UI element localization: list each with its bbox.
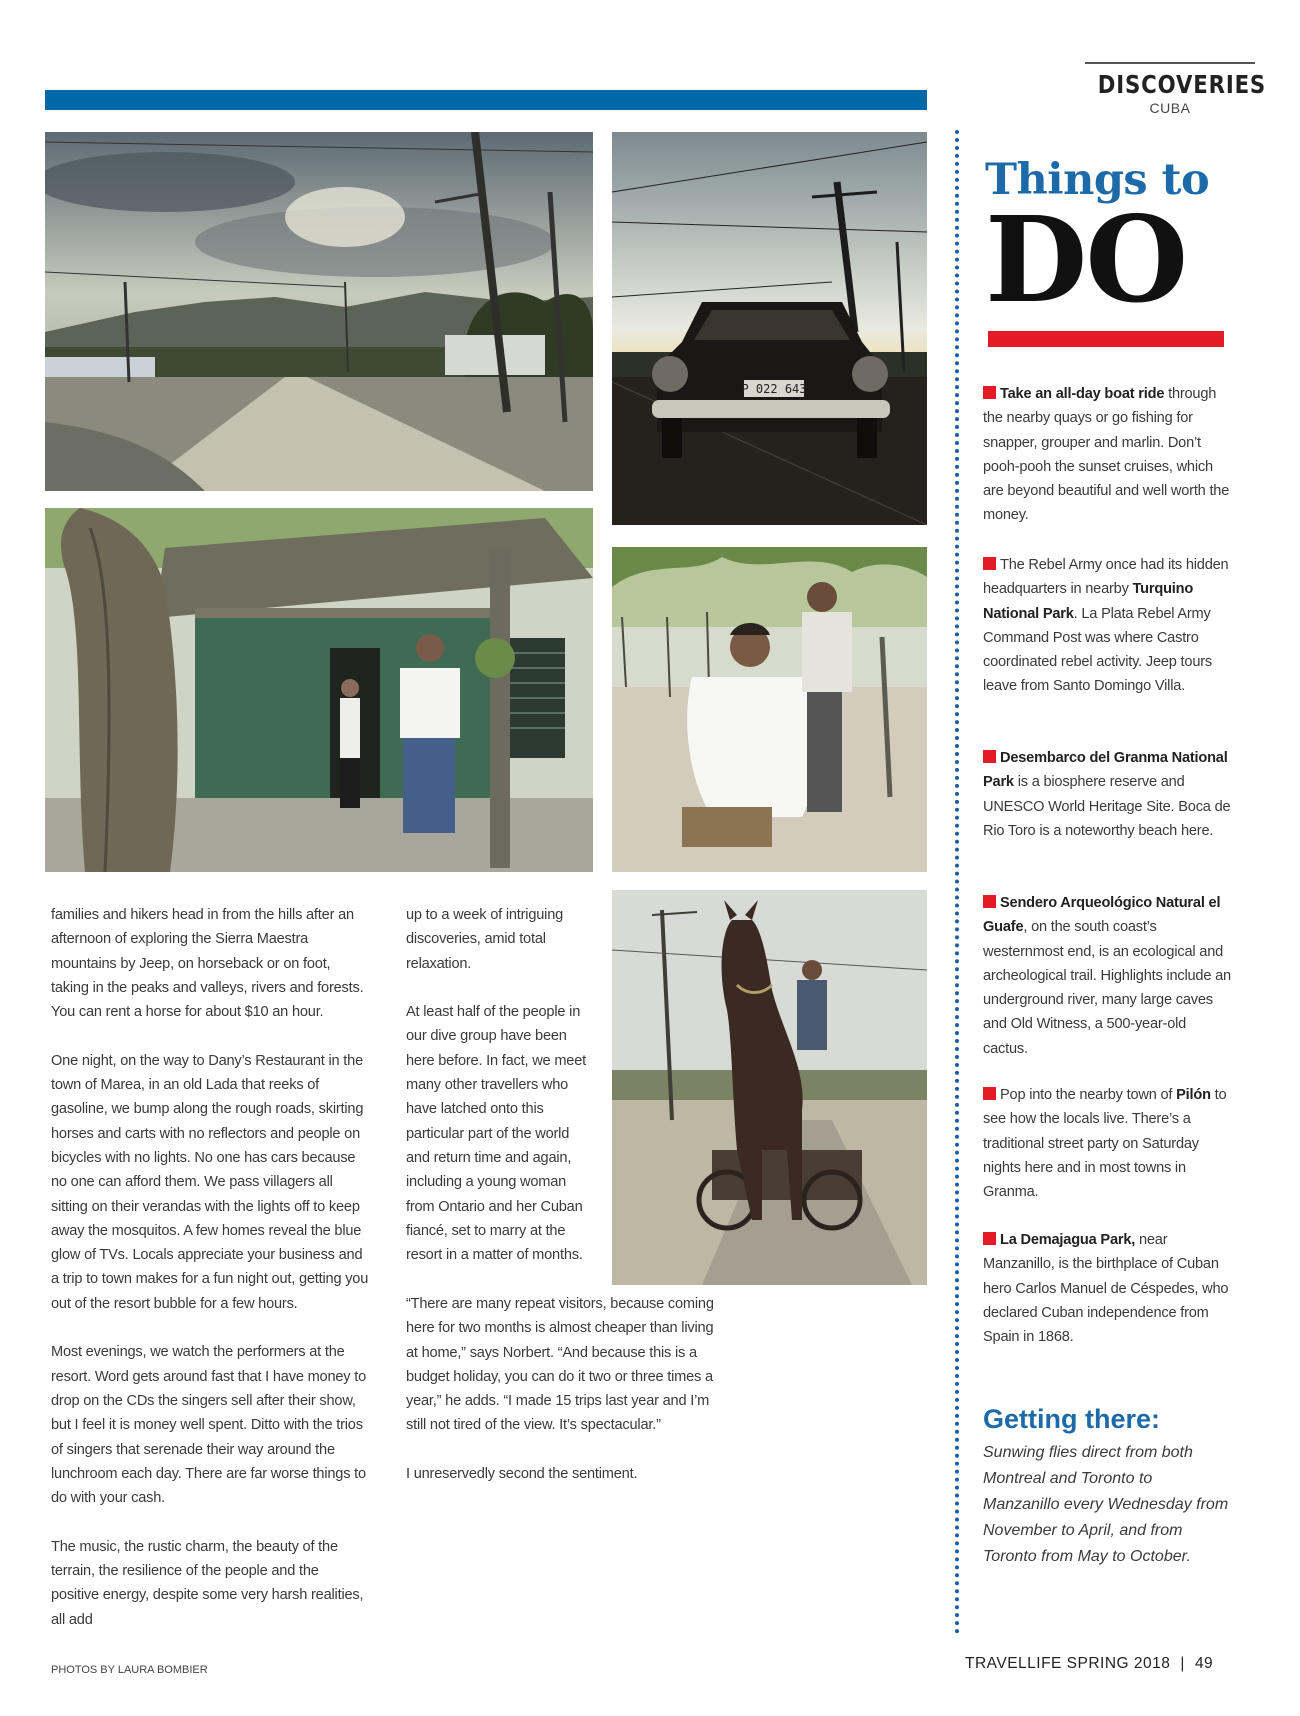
- sidebar-red-bar: [988, 331, 1224, 347]
- tip-item: Desembarco del Granma National Park is a biosphere reserve and UNESCO World Heritage Site. Boca de Rio Toro is a noteworthy beach here.: [983, 750, 1231, 839]
- red-square-icon: [983, 1087, 996, 1100]
- article-paragraph: The music, the rustic charm, the beauty of the terrain, the resilience of the people and the positive energy, despite some very harsh realities, all add: [51, 1538, 364, 1628]
- section-rule: [1085, 62, 1255, 64]
- sidebar-title-line2: DO: [985, 190, 1187, 329]
- section-name: DISCOVERIES: [1097, 70, 1267, 99]
- classic-car-photo: [612, 132, 927, 525]
- article-column-2-bottom: [406, 1292, 726, 1511]
- road-photo: [45, 132, 593, 491]
- sidebar-dotted-divider: [955, 130, 959, 1635]
- red-square-icon: [983, 557, 996, 570]
- barber-photo: [612, 547, 927, 872]
- red-square-icon: [983, 895, 996, 908]
- horse-cart-photo: [612, 890, 927, 1285]
- article-paragraph: families and hikers head in from the hills after an afternoon of exploring the Sierra Maestra mountains by Jeep, on horseback or on foot, taking in the peaks and valleys, rivers and forests. You can rent a horse for about $10 an hour.: [51, 907, 364, 1021]
- tip-item: Sendero Arqueológico Natural el Guafe, on the south coast’s westernmost end, is an ecological and archeological trail. Highlights include an underground river, many large caves and Old Witness, a 500-year-old cactus.: [983, 895, 1231, 1057]
- footer-separator: |: [1180, 1655, 1185, 1672]
- house-photo: [45, 508, 593, 872]
- article-paragraph: “There are many repeat visitors, because coming here for two months is almost cheaper than living at home,” says Norbert. “And because this is a budget holiday, you can do it two or three times a year,” he adds. “I made 15 trips last year and I’m still not tired of the view. It’s spectacular.”: [406, 1296, 714, 1434]
- sidebar-title-line1: Things to: [985, 155, 1210, 205]
- red-square-icon: [983, 386, 996, 399]
- getting-there-title: Getting there:: [983, 1404, 1161, 1434]
- article-paragraph: One night, on the way to Dany’s Restaurant in the town of Marea, in an old Lada that reeks of gasoline, we bump along the rough roads, skirting horses and carts with no reflectors and people on bicycles with no lights. No one has cars because no one can afford them. We pass villagers all sitting on their verandas with the lights off to keep away the mosquitos. A few homes reveal the blue glow of TVs. Locals appreciate your business and a trip to town makes for a fun night out, getting you out of the resort bubble for a few hours.: [51, 1052, 369, 1312]
- article-paragraph: up to a week of intriguing discoveries, amid total relaxation.: [406, 907, 564, 972]
- article-paragraph: Most evenings, we watch the performers at the resort. Word gets around fast that I have money to drop on the CDs the singers sell after their show, but I feel it is money well spent. Ditto with the trios of singers that serenade their way around the lunchroom each day. There are far worse things to do with your cash.: [51, 1344, 367, 1507]
- tip-item: Pop into the nearby town of Pilón to see how the locals live. There’s a traditional street party on Saturday nights here and in most towns in Granma.: [983, 1087, 1227, 1201]
- section-subname: CUBA: [1149, 100, 1191, 116]
- photo-credit: PHOTOS BY LAURA BOMBIER: [51, 1664, 208, 1676]
- license-plate: P 022 643: [741, 382, 807, 396]
- red-square-icon: [983, 750, 996, 763]
- tip-item: Take an all-day boat ride through the nearby quays or go fishing for snapper, grouper and marlin. Don’t pooh-pooh the sunset cruises, which are beyond beautiful and well worth the money.: [983, 386, 1230, 524]
- article-column-2-top: [406, 903, 596, 1292]
- red-square-icon: [983, 1232, 996, 1245]
- page-number: 49: [1194, 1655, 1214, 1672]
- article-paragraph: I unreservedly second the sentiment.: [406, 1466, 638, 1483]
- article-column-1: [51, 903, 369, 1656]
- getting-there-text: Sunwing flies direct from both Montreal and Toronto to Manzanillo every Wednesday from November to April, and from Toronto from May to October.: [983, 1444, 1229, 1565]
- top-color-bar: [45, 90, 927, 110]
- page-footer: [965, 1655, 1213, 1673]
- tip-item: La Demajagua Park, near Manzanillo, is the birthplace of Cuban hero Carlos Manuel de Céspedes, who declared Cuban independence from Spain in 1868.: [983, 1232, 1229, 1346]
- magazine-issue: TRAVELLIFE SPRING 2018: [965, 1655, 1171, 1672]
- tip-item: The Rebel Army once had its hidden headquarters in nearby Turquino National Park. La Plata Rebel Army Command Post was where Castro coordinated rebel activity. Jeep tours leave from Santo Domingo Villa.: [983, 557, 1229, 695]
- article-paragraph: At least half of the people in our dive group have been here before. In fact, we meet many other travellers who have latched onto this particular part of the world and return time and again, including a young woman from Ontario and her Cuban fiancé, set to marry at the resort in a matter of months.: [406, 1004, 586, 1264]
